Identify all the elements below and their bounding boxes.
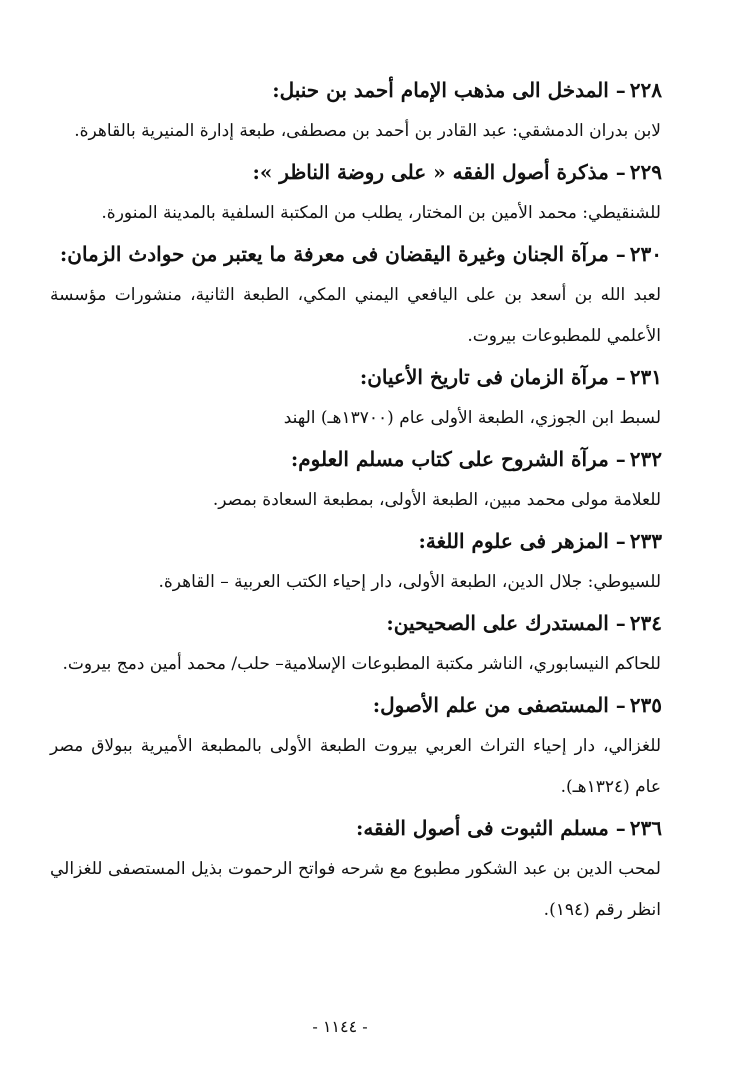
entry-description: لمحب الدين بن عبد الشكور مطبوع مع شرحه فواتح الرحموت بذيل المستصفى للغزالي انظر رقم (١٩٤).	[50, 859, 661, 920]
entry-number: ٢٣٠	[629, 242, 662, 266]
entry-title: ٢٣٤– المستدرك على الصحيحين:	[386, 611, 662, 635]
bibliography-entry	[50, 152, 662, 234]
bibliography-entry	[50, 685, 662, 808]
bibliography-entry	[50, 808, 662, 931]
entry-number: ٢٣٢	[629, 447, 662, 471]
entry-description: للسيوطي: جلال الدين، الطبعة الأولى، دار إحياء الكتب العربية – القاهرة.	[158, 572, 661, 592]
entry-description: لابن بدران الدمشقي: عبد القادر بن أحمد بن مصطفى، طبعة إدارة المنيرية بالقاهرة.	[74, 121, 661, 141]
entry-title-text: مرآة الجنان وغيرة اليقضان فى معرفة ما يعتبر من حوادث الزمان:	[59, 242, 609, 266]
bibliography-entry	[50, 439, 662, 521]
entry-title: ٢٢٩– مذكرة أصول الفقه « على روضة الناظر »:	[252, 160, 662, 184]
entry-title-text: المدخل الى مذهب الإمام أحمد بن حنبل:	[272, 78, 609, 102]
entry-title-text: مسلم الثبوت فى أصول الفقه:	[355, 816, 609, 840]
entry-title-text: المزهر فى علوم اللغة:	[418, 529, 609, 553]
entry-title: ٢٣٢– مرآة الشروح على كتاب مسلم العلوم:	[290, 447, 662, 471]
entry-title-text: مرآة الزمان فى تاريخ الأعيان:	[359, 365, 609, 389]
entry-number: ٢٢٨	[629, 78, 662, 102]
entry-title: ٢٢٨– المدخل الى مذهب الإمام أحمد بن حنبل:	[272, 78, 662, 102]
bibliography-entry	[50, 234, 662, 357]
entry-number: ٢٣٣	[629, 529, 662, 553]
bibliography-entry	[50, 70, 662, 152]
entry-title-text: مرآة الشروح على كتاب مسلم العلوم:	[290, 447, 609, 471]
page-number: - ١١٤٤ -	[312, 1017, 368, 1036]
entry-description: للغزالي، دار إحياء التراث العربي بيروت الطبعة الأولى بالمطبعة الأميرية ببولاق مصر عام (١٣٢٤هـ).	[50, 736, 661, 797]
entry-number: ٢٣٦	[629, 816, 662, 840]
entry-description: للشنقيطي: محمد الأمين بن المختار، يطلب من المكتبة السلفية بالمدينة المنورة.	[101, 203, 661, 223]
bibliography-entry	[50, 357, 662, 439]
entry-number: ٢٢٩	[629, 160, 662, 184]
entry-title-text: المستدرك على الصحيحين:	[386, 611, 609, 635]
bibliography-entry	[50, 521, 662, 603]
entry-title: ٢٣٦– مسلم الثبوت فى أصول الفقه:	[355, 816, 662, 840]
entry-description: للعلامة مولى محمد مبين، الطبعة الأولى، بمطبعة السعادة بمصر.	[212, 490, 661, 510]
entry-number: ٢٣٤	[629, 611, 662, 635]
entry-title-text: المستصفى من علم الأصول:	[372, 693, 609, 717]
bibliography-entry	[50, 603, 662, 685]
entry-description: للحاكم النيسابوري، الناشر مكتبة المطبوعات الإسلامية– حلب/ محمد أمين دمج بيروت.	[62, 654, 661, 674]
entry-title: ٢٣٠– مرآة الجنان وغيرة اليقضان فى معرفة ما يعتبر من حوادث الزمان:	[59, 242, 662, 266]
entry-number: ٢٣١	[629, 365, 662, 389]
entry-description: لسبط ابن الجوزي، الطبعة الأولى عام (١٣٧٠٠هـ) الهند	[283, 408, 661, 428]
entry-title-text: مذكرة أصول الفقه « على روضة الناظر »:	[252, 160, 609, 184]
entry-description: لعبد الله بن أسعد بن على اليافعي اليمني المكي، الطبعة الثانية، منشورات مؤسسة الأعلمي للمطبوعات بيروت.	[50, 285, 661, 346]
entry-title: ٢٣١– مرآة الزمان فى تاريخ الأعيان:	[359, 365, 662, 389]
entry-number: ٢٣٥	[629, 693, 662, 717]
entry-title: ٢٣٥– المستصفى من علم الأصول:	[372, 693, 662, 717]
bibliography-list	[50, 70, 662, 931]
entry-title: ٢٣٣– المزهر فى علوم اللغة:	[418, 529, 662, 553]
